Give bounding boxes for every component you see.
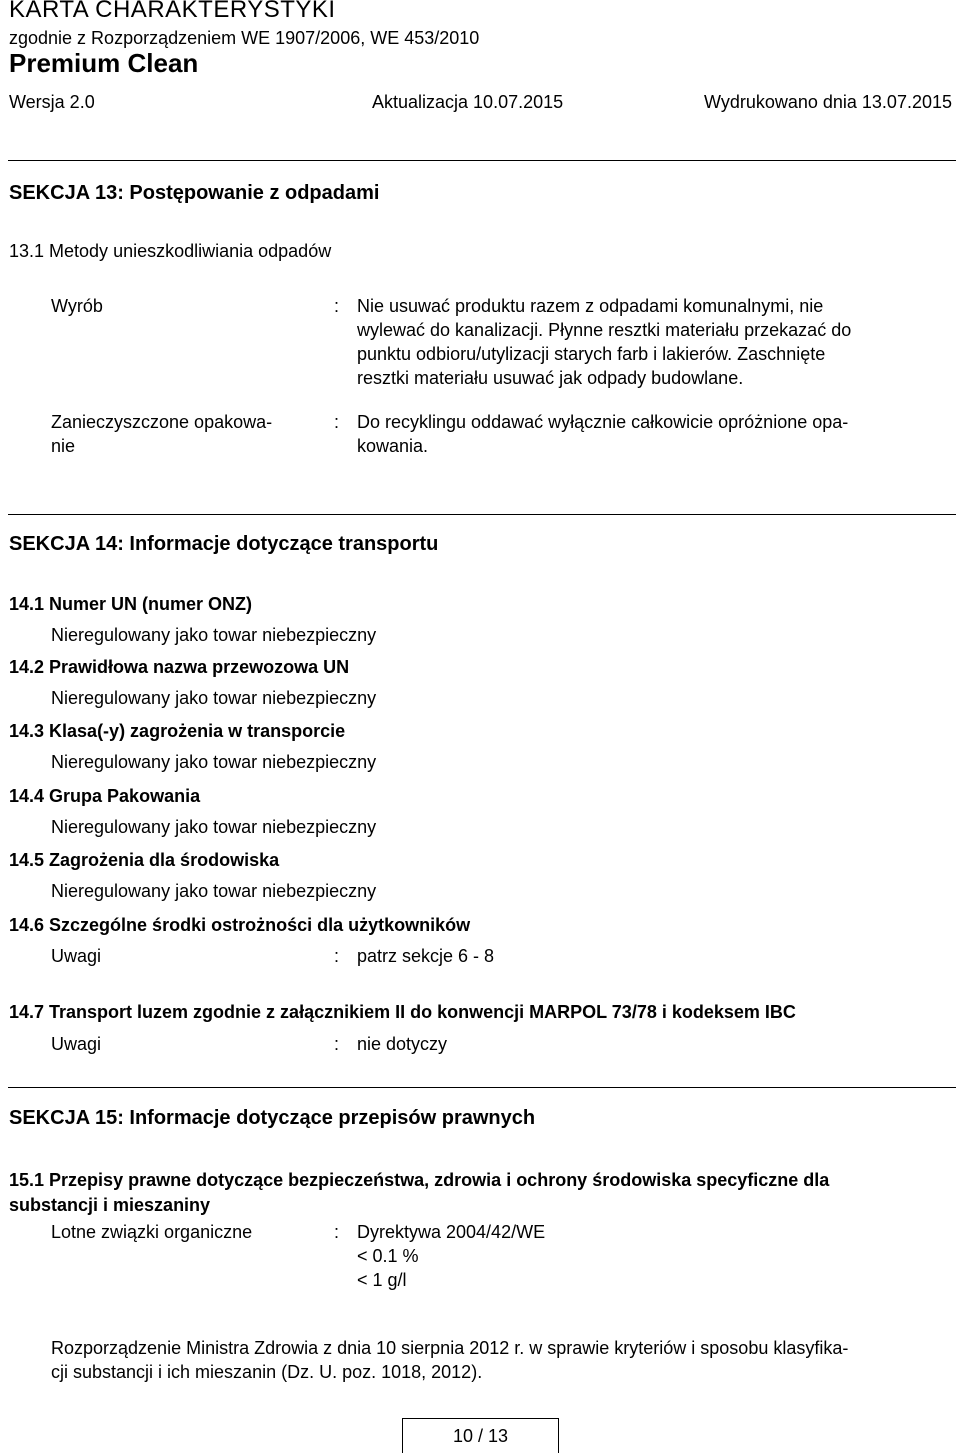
waste-product-text: Nie usuwać produktu razem z odpadami komunalnymi, nie wylewać do kanalizacji. Płynne resztki materiału przekazać do punktu odbioru/utylizacji starych farb i lakierów. Zaschnięte resztki materiału usuwać jak odpady budowlane. bbox=[357, 296, 852, 388]
colon: : bbox=[334, 946, 340, 966]
subsection-14-2: 14.2 Prawidłowa nazwa przewozowa UN bbox=[9, 657, 350, 677]
voc-label: Lotne związki organiczne bbox=[51, 1222, 253, 1242]
subsection-14-5: 14.5 Zagrożenia dla środowiska bbox=[9, 850, 280, 870]
print-date: Wydrukowano dnia 13.07.2015 bbox=[703, 92, 952, 112]
version-label: Wersja 2.0 bbox=[9, 92, 95, 112]
document-title: KARTA CHARAKTERYSTYKI bbox=[9, 0, 336, 23]
remarks-label: Uwagi bbox=[51, 1034, 102, 1054]
subsection-14-1: 14.1 Numer UN (numer ONZ) bbox=[9, 594, 253, 614]
divider bbox=[8, 160, 956, 161]
subsection-14-4-text: Nieregulowany jako towar niebezpieczny bbox=[51, 817, 377, 837]
page-number-box bbox=[402, 1418, 559, 1453]
section-14-title: SEKCJA 14: Informacje dotyczące transportu bbox=[9, 533, 439, 555]
subsection-15-1: 15.1 Przepisy prawne dotyczące bezpieczeństwa, zdrowia i ochrony środowiska specyficzne dla substancji i mieszaniny bbox=[9, 1170, 830, 1215]
remarks-value: nie dotyczy bbox=[357, 1034, 448, 1054]
divider bbox=[8, 514, 956, 515]
update-date: Aktualizacja 10.07.2015 bbox=[372, 92, 564, 112]
subsection-14-3: 14.3 Klasa(-y) zagrożenia w transporcie bbox=[9, 721, 346, 741]
product-name: Premium Clean bbox=[9, 48, 199, 78]
divider bbox=[8, 1087, 956, 1088]
page-number: 10 / 13 bbox=[452, 1426, 509, 1446]
subsection-14-3-text: Nieregulowany jako towar niebezpieczny bbox=[51, 752, 377, 772]
colon: : bbox=[334, 412, 340, 432]
contaminated-packaging-text: Do recyklingu oddawać wyłącznie całkowicie opróżnione opa- kowania. bbox=[357, 412, 849, 456]
regulation-subtitle: zgodnie z Rozporządzeniem WE 1907/2006, WE 453/2010 bbox=[9, 28, 480, 48]
subsection-14-5-text: Nieregulowany jako towar niebezpieczny bbox=[51, 881, 377, 901]
colon: : bbox=[334, 1034, 340, 1054]
section-13-title: SEKCJA 13: Postępowanie z odpadami bbox=[9, 182, 380, 204]
colon: : bbox=[334, 296, 340, 316]
remarks-value: patrz sekcje 6 - 8 bbox=[357, 946, 495, 966]
subsection-14-6: 14.6 Szczególne środki ostrożności dla użytkowników bbox=[9, 915, 471, 935]
voc-values: Dyrektywa 2004/42/WE < 0.1 % < 1 g/l bbox=[357, 1222, 546, 1290]
subsection-14-2-text: Nieregulowany jako towar niebezpieczny bbox=[51, 688, 377, 708]
subsection-14-1-text: Nieregulowany jako towar niebezpieczny bbox=[51, 625, 377, 645]
waste-product-label: Wyrób bbox=[51, 296, 103, 316]
colon: : bbox=[334, 1222, 340, 1242]
regulation-note: Rozporządzenie Ministra Zdrowia z dnia 10 sierpnia 2012 r. w sprawie kryteriów i sposobu klasyfika- cji substancji i ich mieszanin (Dz. U. poz. 1018, 2012). bbox=[51, 1338, 849, 1382]
subsection-14-7: 14.7 Transport luzem zgodnie z załącznikiem II do konwencji MARPOL 73/78 i kodeksem IBC bbox=[9, 1002, 796, 1022]
subsection-13-1: 13.1 Metody unieszkodliwiania odpadów bbox=[9, 241, 332, 261]
remarks-label: Uwagi bbox=[51, 946, 102, 966]
subsection-14-4: 14.4 Grupa Pakowania bbox=[9, 786, 201, 806]
section-15-title: SEKCJA 15: Informacje dotyczące przepisów prawnych bbox=[9, 1107, 536, 1129]
contaminated-packaging-label: Zanieczyszczone opakowa- nie bbox=[51, 412, 273, 456]
